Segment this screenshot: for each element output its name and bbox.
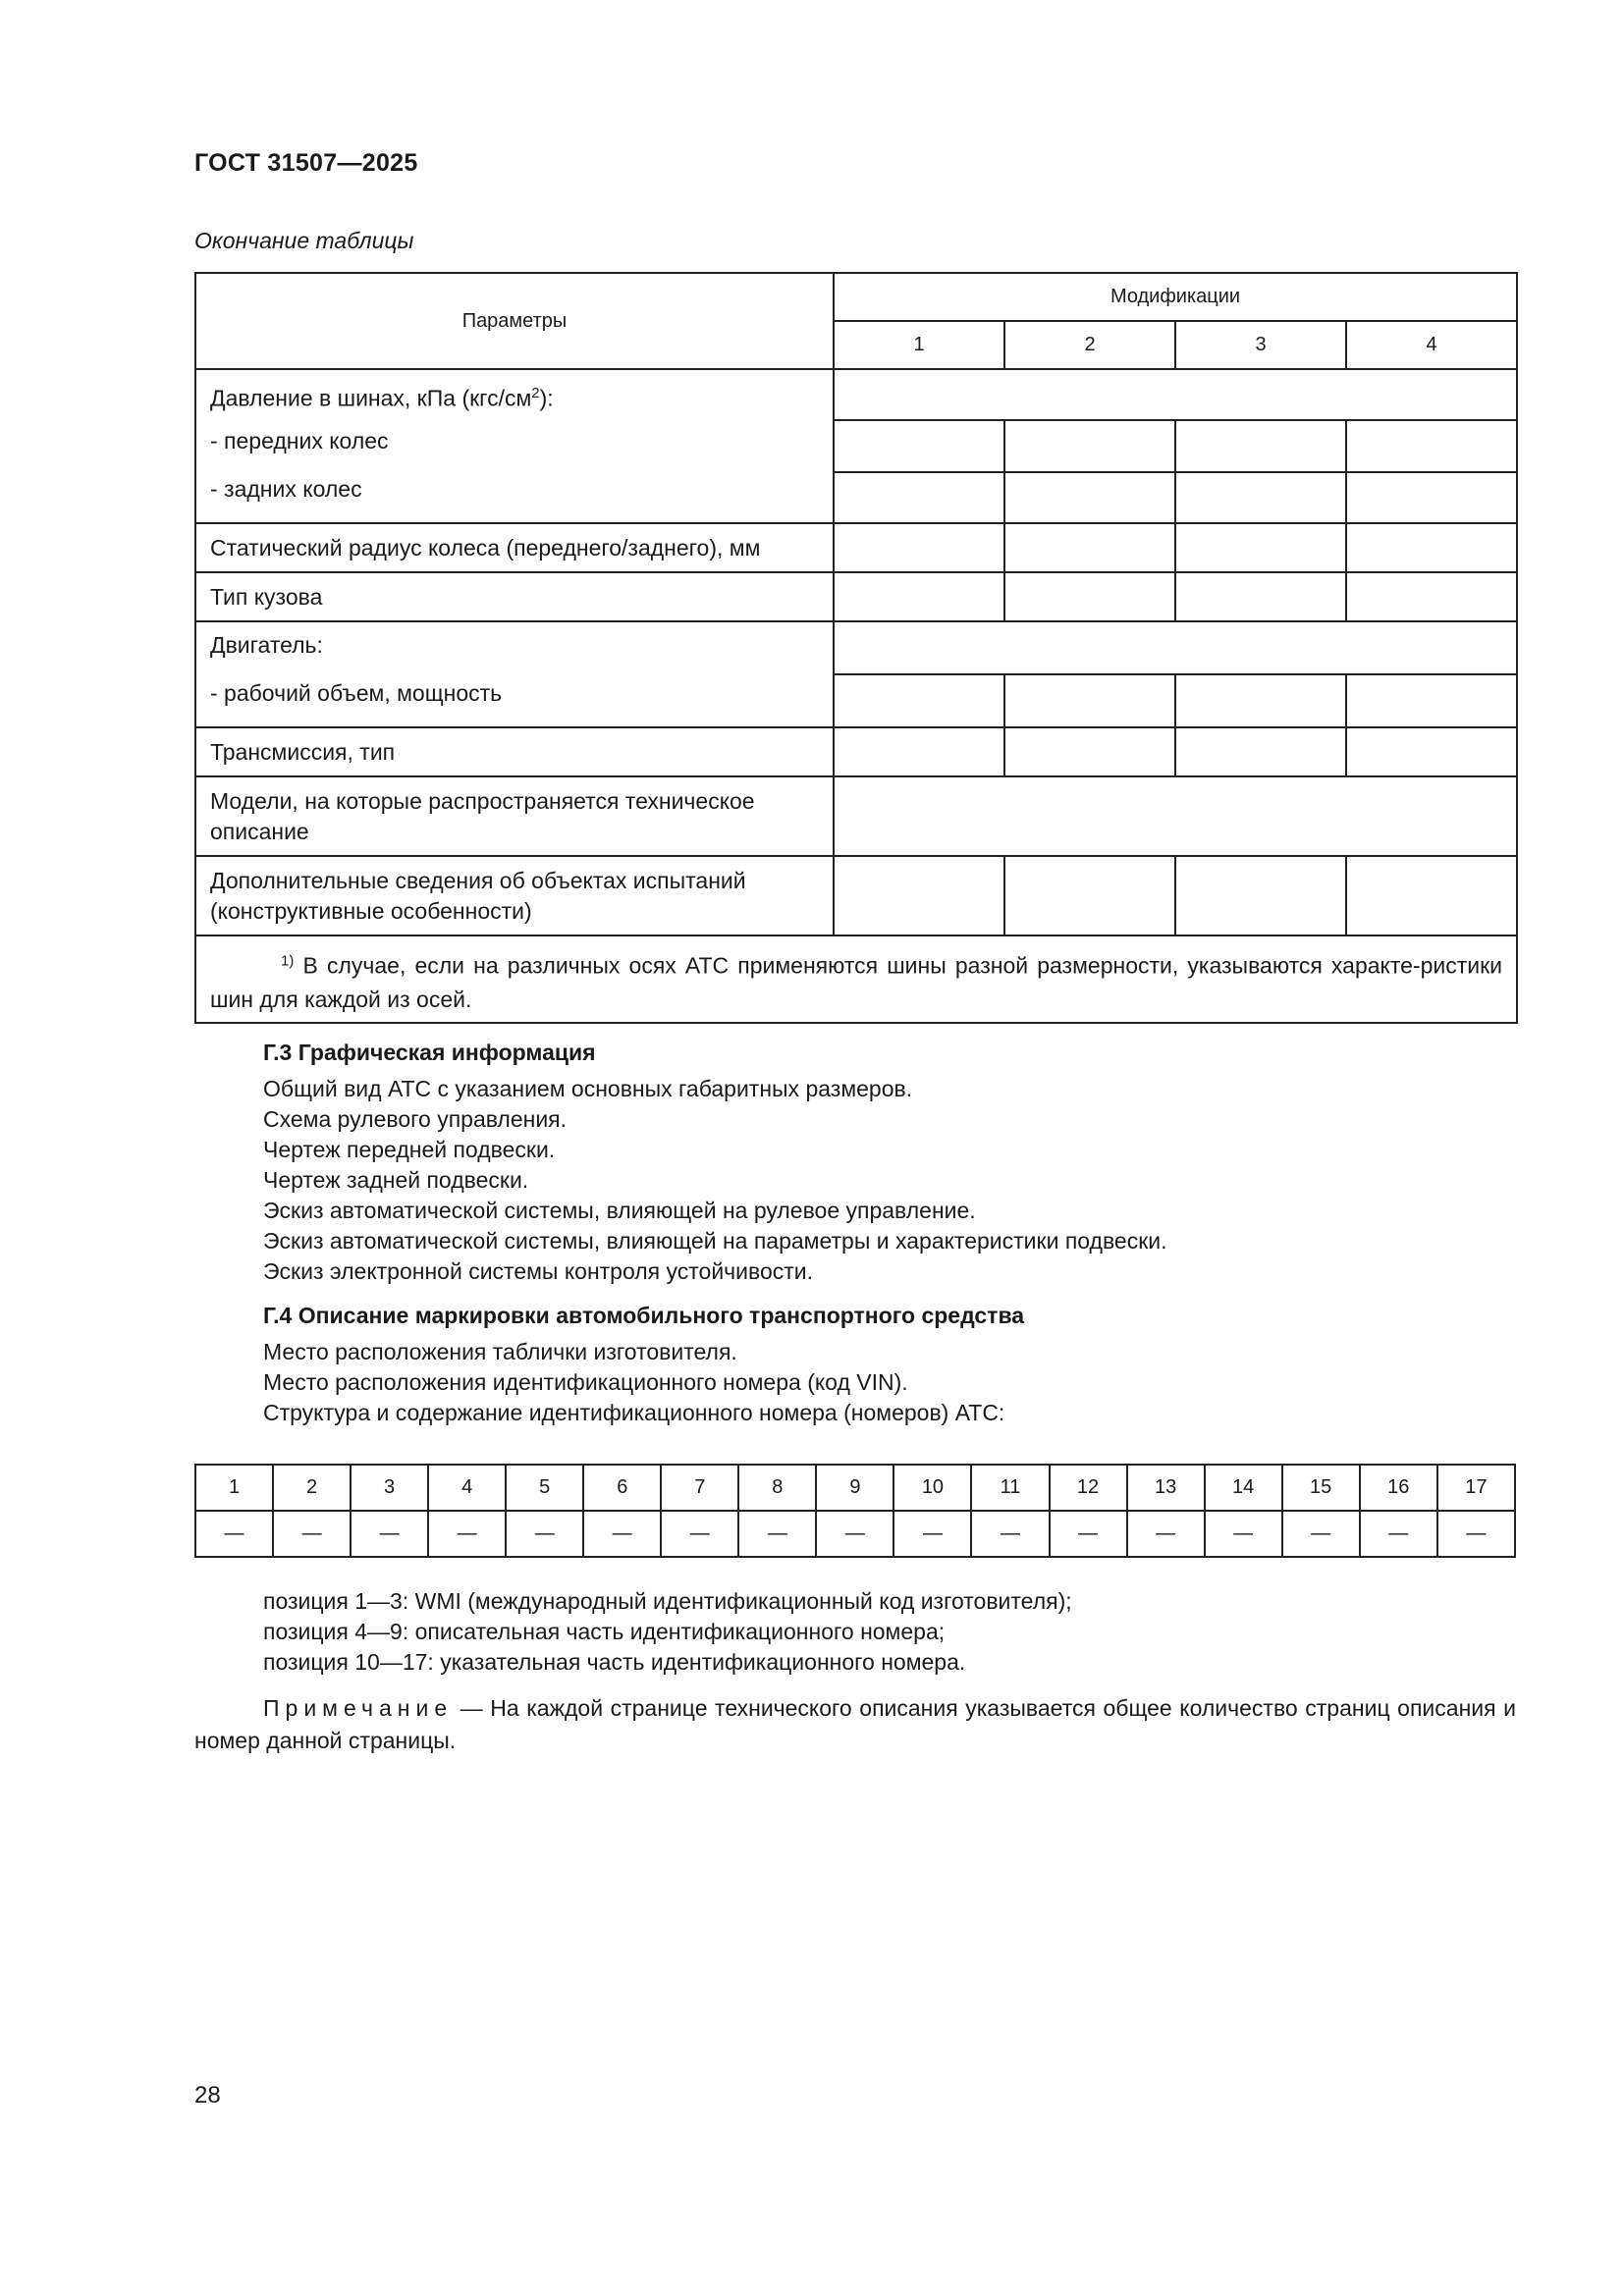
table-cell	[1004, 472, 1175, 523]
additional-info-label: Дополнительные сведения об объектах испытаний (конструктивные особенности)	[195, 856, 834, 935]
tire-pressure-cell	[195, 369, 834, 523]
list-item: позиция 10—17: указательная часть идентификационного номера.	[263, 1649, 966, 1675]
table-cell	[1175, 727, 1346, 776]
table-cell	[1175, 523, 1346, 572]
body-type-label: Тип кузова	[195, 572, 834, 621]
table-cell	[834, 856, 1004, 935]
list-item: Общий вид АТС с указанием основных габаритных размеров.	[263, 1076, 913, 1101]
table-cell	[1346, 420, 1517, 471]
list-item: Структура и содержание идентификационного номера (номеров) АТС:	[263, 1400, 1005, 1425]
vin-position-11: 11	[971, 1465, 1049, 1511]
list-item: Место расположения таблички изготовителя.	[263, 1339, 737, 1364]
transmission-label: Трансмиссия, тип	[195, 727, 834, 776]
front-wheels-label: - передних колес	[210, 428, 389, 454]
vin-position-8: 8	[738, 1465, 816, 1511]
vin-position-1: 1	[195, 1465, 273, 1511]
table-cell	[834, 621, 1517, 674]
table-cell	[834, 523, 1004, 572]
table-cell	[1004, 572, 1175, 621]
vin-position-17: 17	[1437, 1465, 1515, 1511]
vin-position-7: 7	[661, 1465, 738, 1511]
vin-position-15: 15	[1282, 1465, 1360, 1511]
note-label: Примечание	[263, 1695, 454, 1721]
vin-position-5: 5	[506, 1465, 583, 1511]
vin-dash: —	[273, 1511, 351, 1557]
section-g4-title: Г.4 Описание маркировки автомобильного транспортного средства	[263, 1303, 1025, 1328]
vin-dash: —	[971, 1511, 1049, 1557]
footnote-text: В случае, если на различных осях АТС применяются шины разной размерности, указываются характе-ристики шин для каждой из осей.	[210, 952, 1503, 1012]
rear-wheels-label: - задних колес	[210, 476, 362, 502]
table-cell	[1346, 572, 1517, 621]
vin-dash: —	[506, 1511, 583, 1557]
table-cell	[1346, 856, 1517, 935]
table-cell	[1175, 572, 1346, 621]
vin-position-14: 14	[1205, 1465, 1282, 1511]
vin-position-9: 9	[816, 1465, 893, 1511]
header-mod-1: 1	[834, 321, 1004, 369]
vin-position-4: 4	[428, 1465, 506, 1511]
section-g3-title: Г.3 Графическая информация	[263, 1040, 596, 1065]
vin-dash: —	[583, 1511, 661, 1557]
vin-dash: —	[1360, 1511, 1437, 1557]
table-cell	[1175, 420, 1346, 471]
vin-dash: —	[1437, 1511, 1515, 1557]
table-cell	[1346, 674, 1517, 727]
document-code: ГОСТ 31507—2025	[194, 149, 418, 177]
vin-dash: —	[428, 1511, 506, 1557]
vin-dash: —	[1050, 1511, 1127, 1557]
vin-dash: —	[195, 1511, 273, 1557]
header-modifications: Модификации	[834, 273, 1517, 321]
list-item: Место расположения идентификационного номера (код VIN).	[263, 1369, 908, 1395]
table-cell	[1175, 472, 1346, 523]
vin-dash: —	[816, 1511, 893, 1557]
table-cell	[1004, 523, 1175, 572]
list-item: позиция 1—3: WMI (международный идентификационный код изготовителя);	[263, 1588, 1072, 1614]
note-text: — На каждой странице технического описания указывается общее количество страниц описания и номер данной страницы.	[194, 1695, 1516, 1753]
engine-cell	[195, 621, 834, 727]
vin-dash: —	[738, 1511, 816, 1557]
note	[194, 1692, 1516, 1757]
list-item: позиция 4—9: описательная часть идентификационного номера;	[263, 1619, 946, 1644]
list-item: Чертеж задней подвески.	[263, 1167, 529, 1193]
table-cell	[834, 369, 1517, 420]
header-mod-3: 3	[1175, 321, 1346, 369]
vin-dash: —	[1127, 1511, 1205, 1557]
vin-dash: —	[1205, 1511, 1282, 1557]
footnote-mark: 1)	[281, 952, 295, 969]
table-cell	[1346, 523, 1517, 572]
vin-position-3: 3	[351, 1465, 428, 1511]
vin-position-12: 12	[1050, 1465, 1127, 1511]
list-item: Эскиз автоматической системы, влияющей на рулевое управление.	[263, 1198, 976, 1223]
table-cell	[1346, 472, 1517, 523]
tire-pressure-label: Давление в шинах, кПа $(кгс/см^2)$:	[210, 385, 554, 411]
static-radius-label: Статический радиус колеса (переднего/заднего), мм	[195, 523, 834, 572]
table-caption: Окончание таблицы	[194, 228, 414, 253]
list-item: Эскиз электронной системы контроля устойчивости.	[263, 1258, 814, 1284]
vin-dash: —	[893, 1511, 971, 1557]
vin-position-2: 2	[273, 1465, 351, 1511]
vin-dash: —	[1282, 1511, 1360, 1557]
table-cell	[834, 572, 1004, 621]
list-item: Чертеж передней подвески.	[263, 1137, 556, 1162]
table-cell	[1004, 420, 1175, 471]
table-cell	[834, 727, 1004, 776]
page-number: 28	[194, 2082, 221, 2109]
vin-dash: —	[351, 1511, 428, 1557]
models-label: Модели, на которые распространяется техническое описание	[195, 776, 834, 856]
list-item: Эскиз автоматической системы, влияющей на параметры и характеристики подвески.	[263, 1228, 1167, 1254]
table-cell	[834, 472, 1004, 523]
parameters-table	[194, 272, 1518, 1024]
vin-position-13: 13	[1127, 1465, 1205, 1511]
positions-description	[263, 1586, 1072, 1678]
table-cell	[834, 674, 1004, 727]
table-cell	[1175, 674, 1346, 727]
engine-volume-label: - рабочий объем, мощность	[210, 680, 503, 706]
table-cell	[834, 776, 1517, 856]
header-mod-4: 4	[1346, 321, 1517, 369]
header-mod-2: 2	[1004, 321, 1175, 369]
header-parameters: Параметры	[195, 273, 834, 369]
vin-structure-table	[194, 1464, 1516, 1558]
table-cell	[1004, 674, 1175, 727]
vin-position-16: 16	[1360, 1465, 1437, 1511]
section-g3	[263, 1038, 1520, 1287]
table-cell	[1175, 856, 1346, 935]
table-cell	[1004, 727, 1175, 776]
table-cell	[1004, 856, 1175, 935]
vin-position-6: 6	[583, 1465, 661, 1511]
engine-label: Двигатель:	[210, 632, 323, 658]
list-item: Схема рулевого управления.	[263, 1106, 568, 1132]
vin-position-10: 10	[893, 1465, 971, 1511]
table-cell	[834, 420, 1004, 471]
table-footnote	[195, 935, 1517, 1023]
vin-dash: —	[661, 1511, 738, 1557]
table-cell	[1346, 727, 1517, 776]
section-g4	[263, 1301, 1520, 1428]
